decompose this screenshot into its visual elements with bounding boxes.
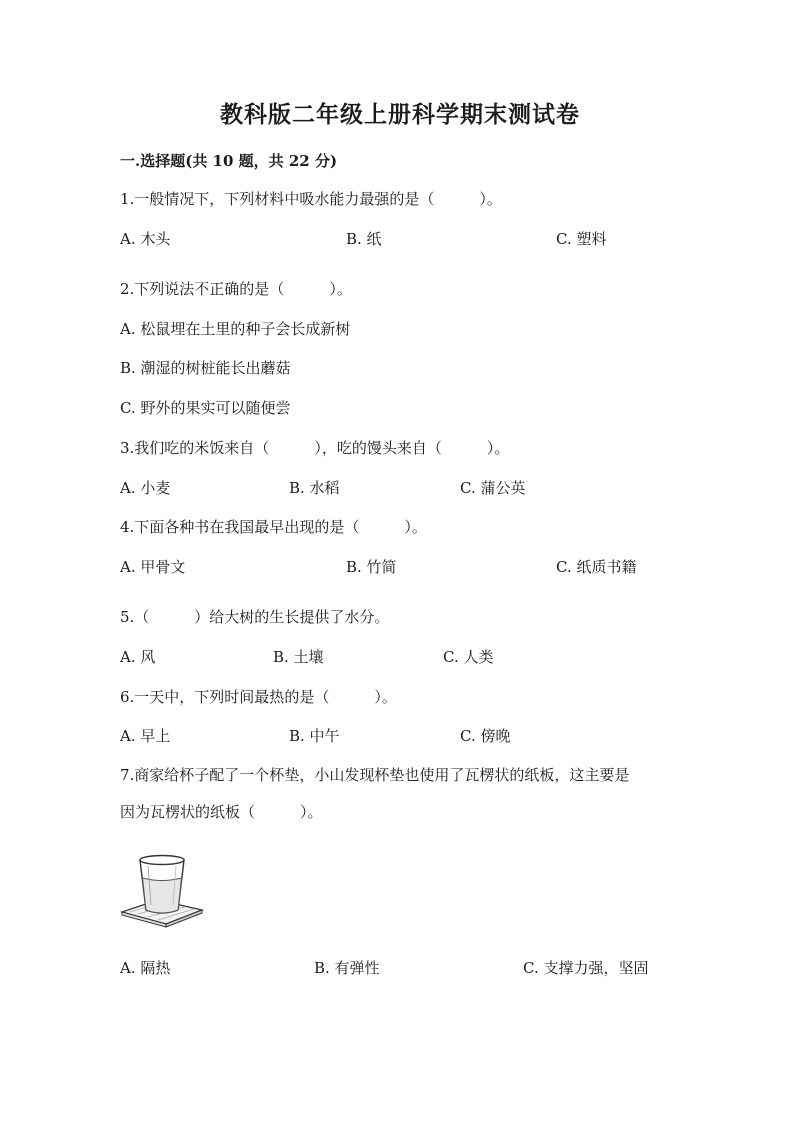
question-2-option-c: C. 野外的果实可以随便尝 [120,399,291,417]
question-5-stem: 5.（ ）给大树的生长提供了水分。 [120,608,390,626]
question-6-option-c: C. 傍晚 [460,727,511,745]
question-6-option-b: B. 中午 [289,727,340,745]
question-6-option-a: A. 早上 [120,727,171,745]
section-heading: 一.选择题(共 10 题，共 22 分) [120,152,338,170]
question-6-stem: 6.一天中，下列时间最热的是（ ）。 [120,688,397,706]
question-1-stem: 1.一般情况下，下列材料中吸水能力最强的是（ ）。 [120,190,502,208]
cup-on-coaster-icon [118,850,206,930]
question-1-option-b: B. 纸 [346,230,382,248]
question-2-option-b: B. 潮湿的树桩能长出蘑菇 [120,359,291,377]
question-5-option-c: C. 人类 [443,648,494,666]
question-7-option-a: A. 隔热 [120,959,171,977]
question-3-stem: 3.我们吃的米饭来自（ ），吃的馒头来自（ ）。 [120,439,510,457]
question-7-option-b: B. 有弹性 [314,959,380,977]
question-1-option-a: A. 木头 [120,230,171,248]
question-5-option-b: B. 土壤 [273,648,324,666]
question-7-stem-line-1: 7.商家给杯子配了一个杯垫，小山发现杯垫也使用了瓦楞状的纸板，这主要是 [120,766,630,784]
question-3-option-b: B. 水稻 [289,479,340,497]
question-4-option-b: B. 竹简 [346,558,397,576]
question-4-option-a: A. 甲骨文 [120,558,186,576]
question-3-option-a: A. 小麦 [120,479,171,497]
cup-on-coaster-illustration [118,850,206,930]
question-1-option-c: C. 塑料 [556,230,607,248]
question-7-option-c: C. 支撑力强，坚固 [523,959,649,977]
question-4-option-c: C. 纸质书籍 [556,558,637,576]
question-7-stem-line-2: 因为瓦楞状的纸板（ ）。 [120,803,323,821]
question-2-stem: 2.下列说法不正确的是（ ）。 [120,280,352,298]
question-2-option-a: A. 松鼠埋在土里的种子会长成新树 [120,320,351,338]
question-4-stem: 4.下面各种书在我国最早出现的是（ ）。 [120,518,427,536]
question-3-option-c: C. 蒲公英 [460,479,526,497]
page-title: 教科版二年级上册科学期末测试卷 [220,101,580,128]
question-5-option-a: A. 风 [120,648,156,666]
